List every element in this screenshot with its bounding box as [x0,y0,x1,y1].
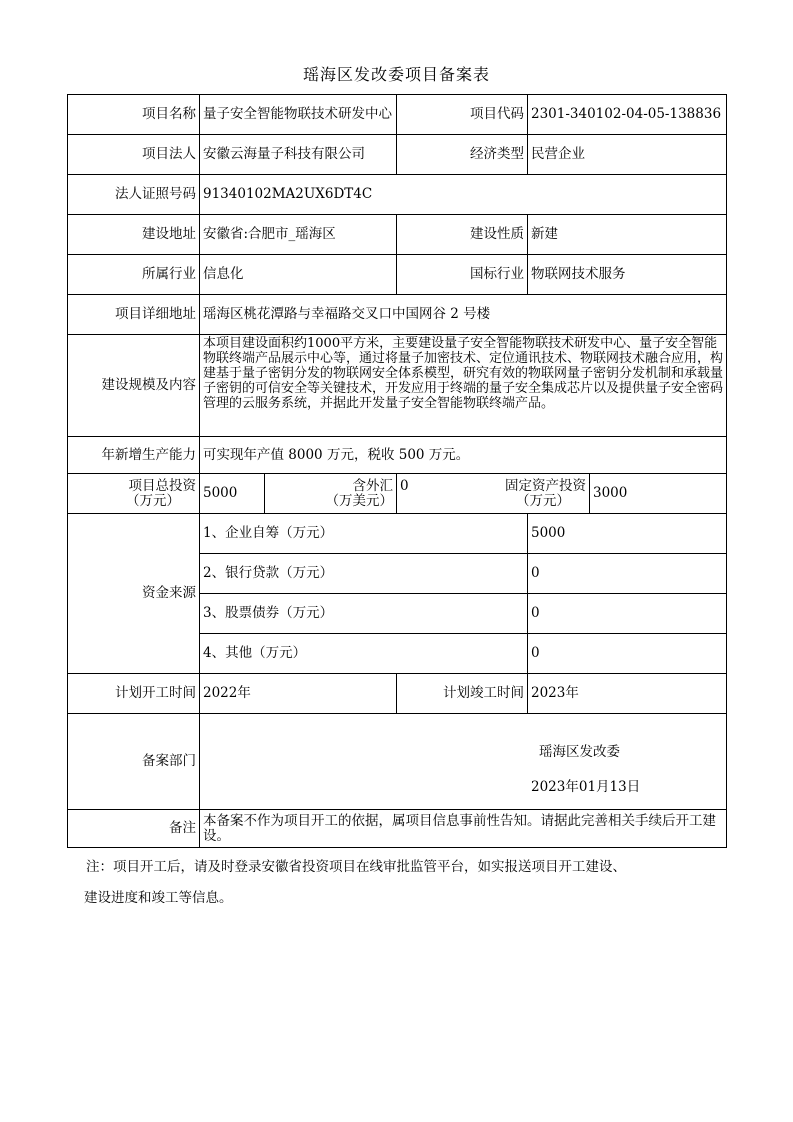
funding-item-label: 4、其他（万元） [200,634,528,674]
industry-value: 信息化 [200,255,397,295]
row-industry [68,255,727,295]
row-schedule [68,674,727,714]
fx-label-2: （万美元） [325,492,393,509]
form-title: 瑶海区发改委项目备案表 [302,65,490,84]
economic-type-label: 经济类型 [397,135,528,175]
finish-value: 2023年 [528,674,727,714]
funding-label: 资金来源 [68,514,200,674]
funding-item-value: 5000 [528,514,727,554]
funding-item-value: 0 [528,594,727,634]
start-value: 2022年 [200,674,397,714]
legal-person-label: 项目法人 [68,135,200,175]
industry-label: 所属行业 [68,255,200,295]
fixed-assets-label-1: 固定资产投资 [505,477,586,494]
row-detail-address [68,295,727,335]
project-code-value: 2301-340102-04-05-138836 [528,95,727,135]
fixed-assets-value: 3000 [590,474,727,514]
legal-person-value: 安徽云海量子科技有限公司 [200,135,397,175]
project-code-label: 项目代码 [397,95,528,135]
project-name-value: 量子安全智能物联技术研发中心 [200,95,397,135]
footnote-line-1: 注：项目开工后，请及时登录安徽省投资项目在线审批监管平台，如实报送项目开工建设、 [86,859,626,875]
project-name-label: 项目名称 [68,95,200,135]
filing-form-table [67,94,727,848]
fixed-assets-label [397,474,590,514]
license-value: 91340102MA2UX6DT4C [200,175,727,215]
dept-cell [200,714,727,810]
license-label: 法人证照号码 [68,175,200,215]
row-location [68,215,727,255]
scale-value: 本项目建设面积约1000平方米，主要建设量子安全智能物联技术研发中心、量子安全智能物联终端产品展示中心等，通过将量子加密技术、定位通讯技术、物联网技术融合应用，构建基于量子密钥分发的物联网安全体系模型，研究有效的物联网量子密钥分发机制和承载量子密钥的可信安全等关键技术，开发应用于终端的量子安全集成芯片以及提供量子安全密码管理的云服务系统，并据此开发量子安全智能物联终端产品。 [200,335,727,437]
detail-address-label: 项目详细地址 [68,295,200,335]
dept-label: 备案部门 [68,714,200,810]
start-label: 计划开工时间 [68,674,200,714]
row-scale [68,335,727,437]
funding-item-label: 3、股票债券（万元） [200,594,528,634]
funding-item-label: 2、银行贷款（万元） [200,554,528,594]
total-investment-label-2: （万元） [126,492,180,509]
funding-item-value: 0 [528,634,727,674]
fx-label-1: 含外汇 [352,477,393,494]
location-label: 建设地址 [68,215,200,255]
scale-label: 建设规模及内容 [68,335,200,437]
footnote [86,852,726,914]
nature-value: 新建 [528,215,727,255]
fx-label [265,474,397,514]
total-investment-value: 5000 [200,474,265,514]
total-investment-label-1: 项目总投资 [128,477,196,494]
dept-date: 2023年01月13日 [531,779,641,795]
row-remark [68,810,727,848]
nature-label: 建设性质 [397,215,528,255]
row-legal-person [68,135,727,175]
dept-name: 瑶海区发改委 [539,744,620,760]
remark-value: 本备案不作为项目开工的依据，属项目信息事前性告知。请据此完善相关手续后开工建设。 [200,810,727,848]
location-value: 安徽省:合肥市_瑶海区 [200,215,397,255]
remark-label: 备注 [68,810,200,848]
national-industry-value: 物联网技术服务 [528,255,727,295]
funding-item-value: 0 [528,554,727,594]
capacity-label: 年新增生产能力 [68,437,200,474]
footnote-line-2: 建设进度和竣工等信息。 [84,890,233,906]
finish-label: 计划竣工时间 [397,674,528,714]
fixed-assets-label-2: （万元） [516,492,570,509]
total-investment-label [68,474,200,514]
row-dept [68,714,727,810]
national-industry-label: 国标行业 [397,255,528,295]
row-license [68,175,727,215]
row-capacity [68,437,727,474]
row-project-name [68,95,727,135]
capacity-value: 可实现年产值 8000 万元，税收 500 万元。 [200,437,727,474]
economic-type-value: 民营企业 [528,135,727,175]
funding-item-label: 1、企业自筹（万元） [200,514,528,554]
row-investment [68,474,727,514]
detail-address-value: 瑶海区桃花潭路与幸福路交叉口中国网谷 2 号楼 [200,295,727,335]
fx-value: 0 [400,477,409,494]
row-funding-1 [68,514,727,554]
